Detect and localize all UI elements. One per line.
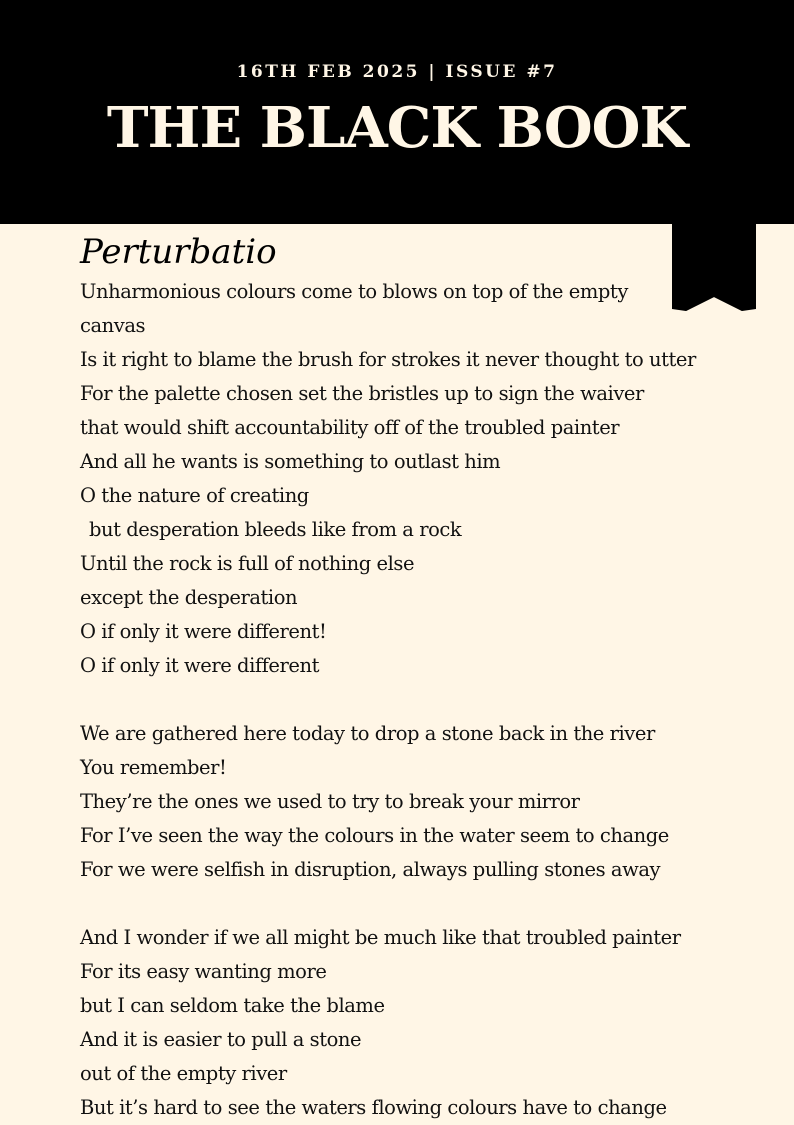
poem-line: For its easy wanting more	[80, 960, 327, 983]
poem-line: You remember!	[80, 756, 227, 779]
poem-line: For the palette chosen set the bristles up to sign the waiver	[80, 382, 644, 405]
poem-line: For we were selfish in disruption, always pulling stones away	[80, 858, 661, 881]
poem-title: Perturbatio	[80, 232, 277, 272]
magazine-title: THE BLACK BOOK	[106, 95, 688, 161]
poem-line: O if only it were different!	[80, 620, 327, 643]
poem-line: For I’ve seen the way the colours in the water seem to change	[80, 824, 669, 847]
poem-line: We are gathered here today to drop a stone back in the river	[80, 722, 655, 745]
poem-line: Is it right to blame the brush for strokes it never thought to utter	[80, 348, 696, 371]
poem-body	[80, 275, 740, 1125]
poem-line: O if only it were different	[80, 654, 319, 677]
issue-date-line: 16TH FEB 2025 | ISSUE #7	[236, 62, 558, 82]
poem-line: but I can seldom take the blame	[80, 994, 385, 1017]
poem-line: And I wonder if we all might be much like that troubled painter	[80, 926, 681, 949]
poem-line: Unharmonious colours come to blows on top of the empty	[80, 280, 628, 303]
stanza-break	[80, 683, 740, 717]
poem-line: out of the empty river	[80, 1062, 287, 1085]
poem-line: But it’s hard to see the waters flowing colours have to change	[80, 1096, 667, 1119]
poem-line: except the desperation	[80, 586, 298, 609]
poem-line: that would shift accountability off of the troubled painter	[80, 416, 620, 439]
poem-line: They’re the ones we used to try to break your mirror	[80, 790, 580, 813]
poem-line: And it is easier to pull a stone	[80, 1028, 362, 1051]
stanza-break	[80, 887, 740, 921]
poem-line: canvas	[80, 314, 146, 337]
poem-line: And all he wants is something to outlast him	[80, 450, 501, 473]
poem-line: O the nature of creating	[80, 484, 309, 507]
masthead	[0, 0, 794, 224]
poem-line: but desperation bleeds like from a rock	[89, 518, 462, 541]
poem-line: Until the rock is full of nothing else	[80, 552, 415, 575]
